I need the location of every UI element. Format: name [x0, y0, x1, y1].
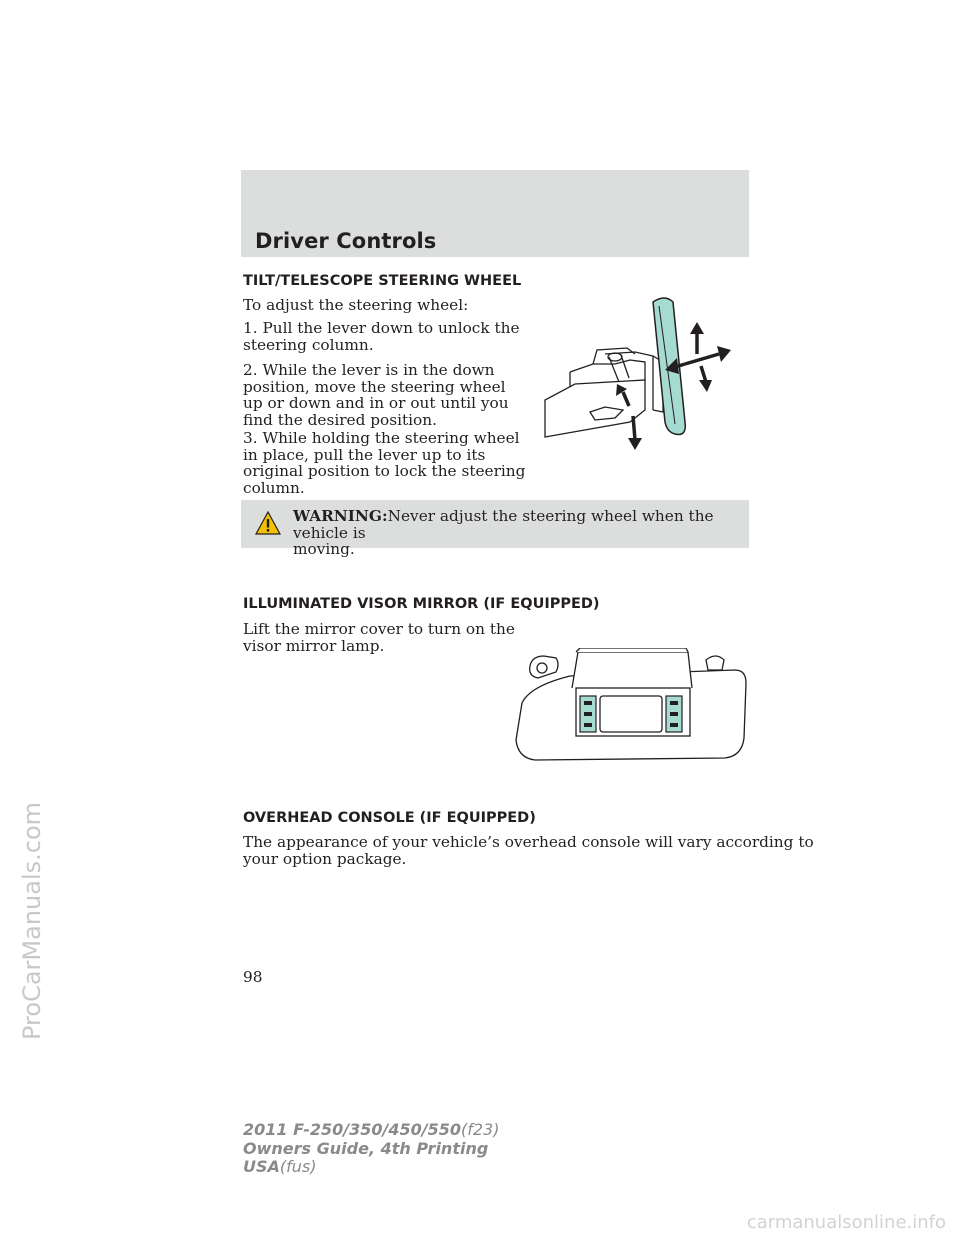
console-body — [243, 834, 814, 867]
visor-heading: ILLUMINATED VISOR MIRROR (IF EQUIPPED) — [243, 596, 600, 612]
side-watermark: ProCarManuals.com — [18, 801, 46, 1040]
tilt-heading: TILT/TELESCOPE STEERING WHEEL — [243, 273, 522, 289]
text-line: visor mirror lamp. — [243, 636, 385, 655]
warning-triangle-icon — [255, 511, 281, 535]
footer-market: USA — [243, 1157, 280, 1176]
tilt-step-1 — [243, 320, 520, 353]
page-number: 98 — [243, 968, 263, 986]
footer-model: 2011 F-250/350/450/550 — [243, 1120, 461, 1139]
text-line: 2. While the lever is in the down — [243, 361, 495, 379]
tilt-intro: To adjust the steering wheel: — [243, 296, 469, 314]
document-footer — [243, 1121, 499, 1177]
text-line: in place, pull the lever up to its — [243, 445, 486, 464]
footer-code: (f23) — [461, 1120, 500, 1139]
text-line: original position to lock the steering — [243, 462, 526, 481]
tilt-step-2 — [243, 362, 509, 428]
tilt-step-3 — [243, 430, 525, 496]
warning-line — [293, 508, 741, 541]
warning-box — [241, 500, 749, 559]
text-line: position, move the steering wheel — [243, 377, 506, 396]
footer-line-3 — [243, 1158, 499, 1177]
warning-text — [293, 508, 741, 558]
steering-column-illustration — [535, 292, 740, 457]
text-line: Lift the mirror cover to turn on the — [243, 620, 515, 638]
section-header-band — [241, 170, 749, 257]
text-line: 3. While holding the steering wheel — [243, 429, 520, 447]
section-title: Driver Controls — [255, 229, 437, 253]
text-line: The appearance of your vehicle’s overhead console will vary according to — [243, 833, 814, 851]
footer-line-2: Owners Guide, 4th Printing — [243, 1138, 489, 1158]
text-line: steering column. — [243, 335, 374, 354]
visor-mirror-illustration — [510, 648, 755, 763]
footer-market-code: (fus) — [279, 1157, 317, 1176]
text-line: column. — [243, 478, 305, 497]
console-heading: OVERHEAD CONSOLE (IF EQUIPPED) — [243, 810, 536, 826]
text-line: 1. Pull the lever down to unlock the — [243, 319, 520, 337]
visor-body — [243, 621, 515, 654]
warning-body: Never adjust the steering wheel when the vehicle is — [293, 507, 714, 542]
warning-line-2: moving. — [293, 540, 355, 559]
warning-label: WARNING: — [293, 507, 388, 525]
text-line: your option package. — [243, 849, 407, 868]
text-line: up or down and in or out until you — [243, 394, 509, 413]
footer-line-1 — [243, 1121, 499, 1140]
text-line: find the desired position. — [243, 410, 437, 429]
bottom-watermark: carmanualsonline.info — [746, 1212, 946, 1233]
